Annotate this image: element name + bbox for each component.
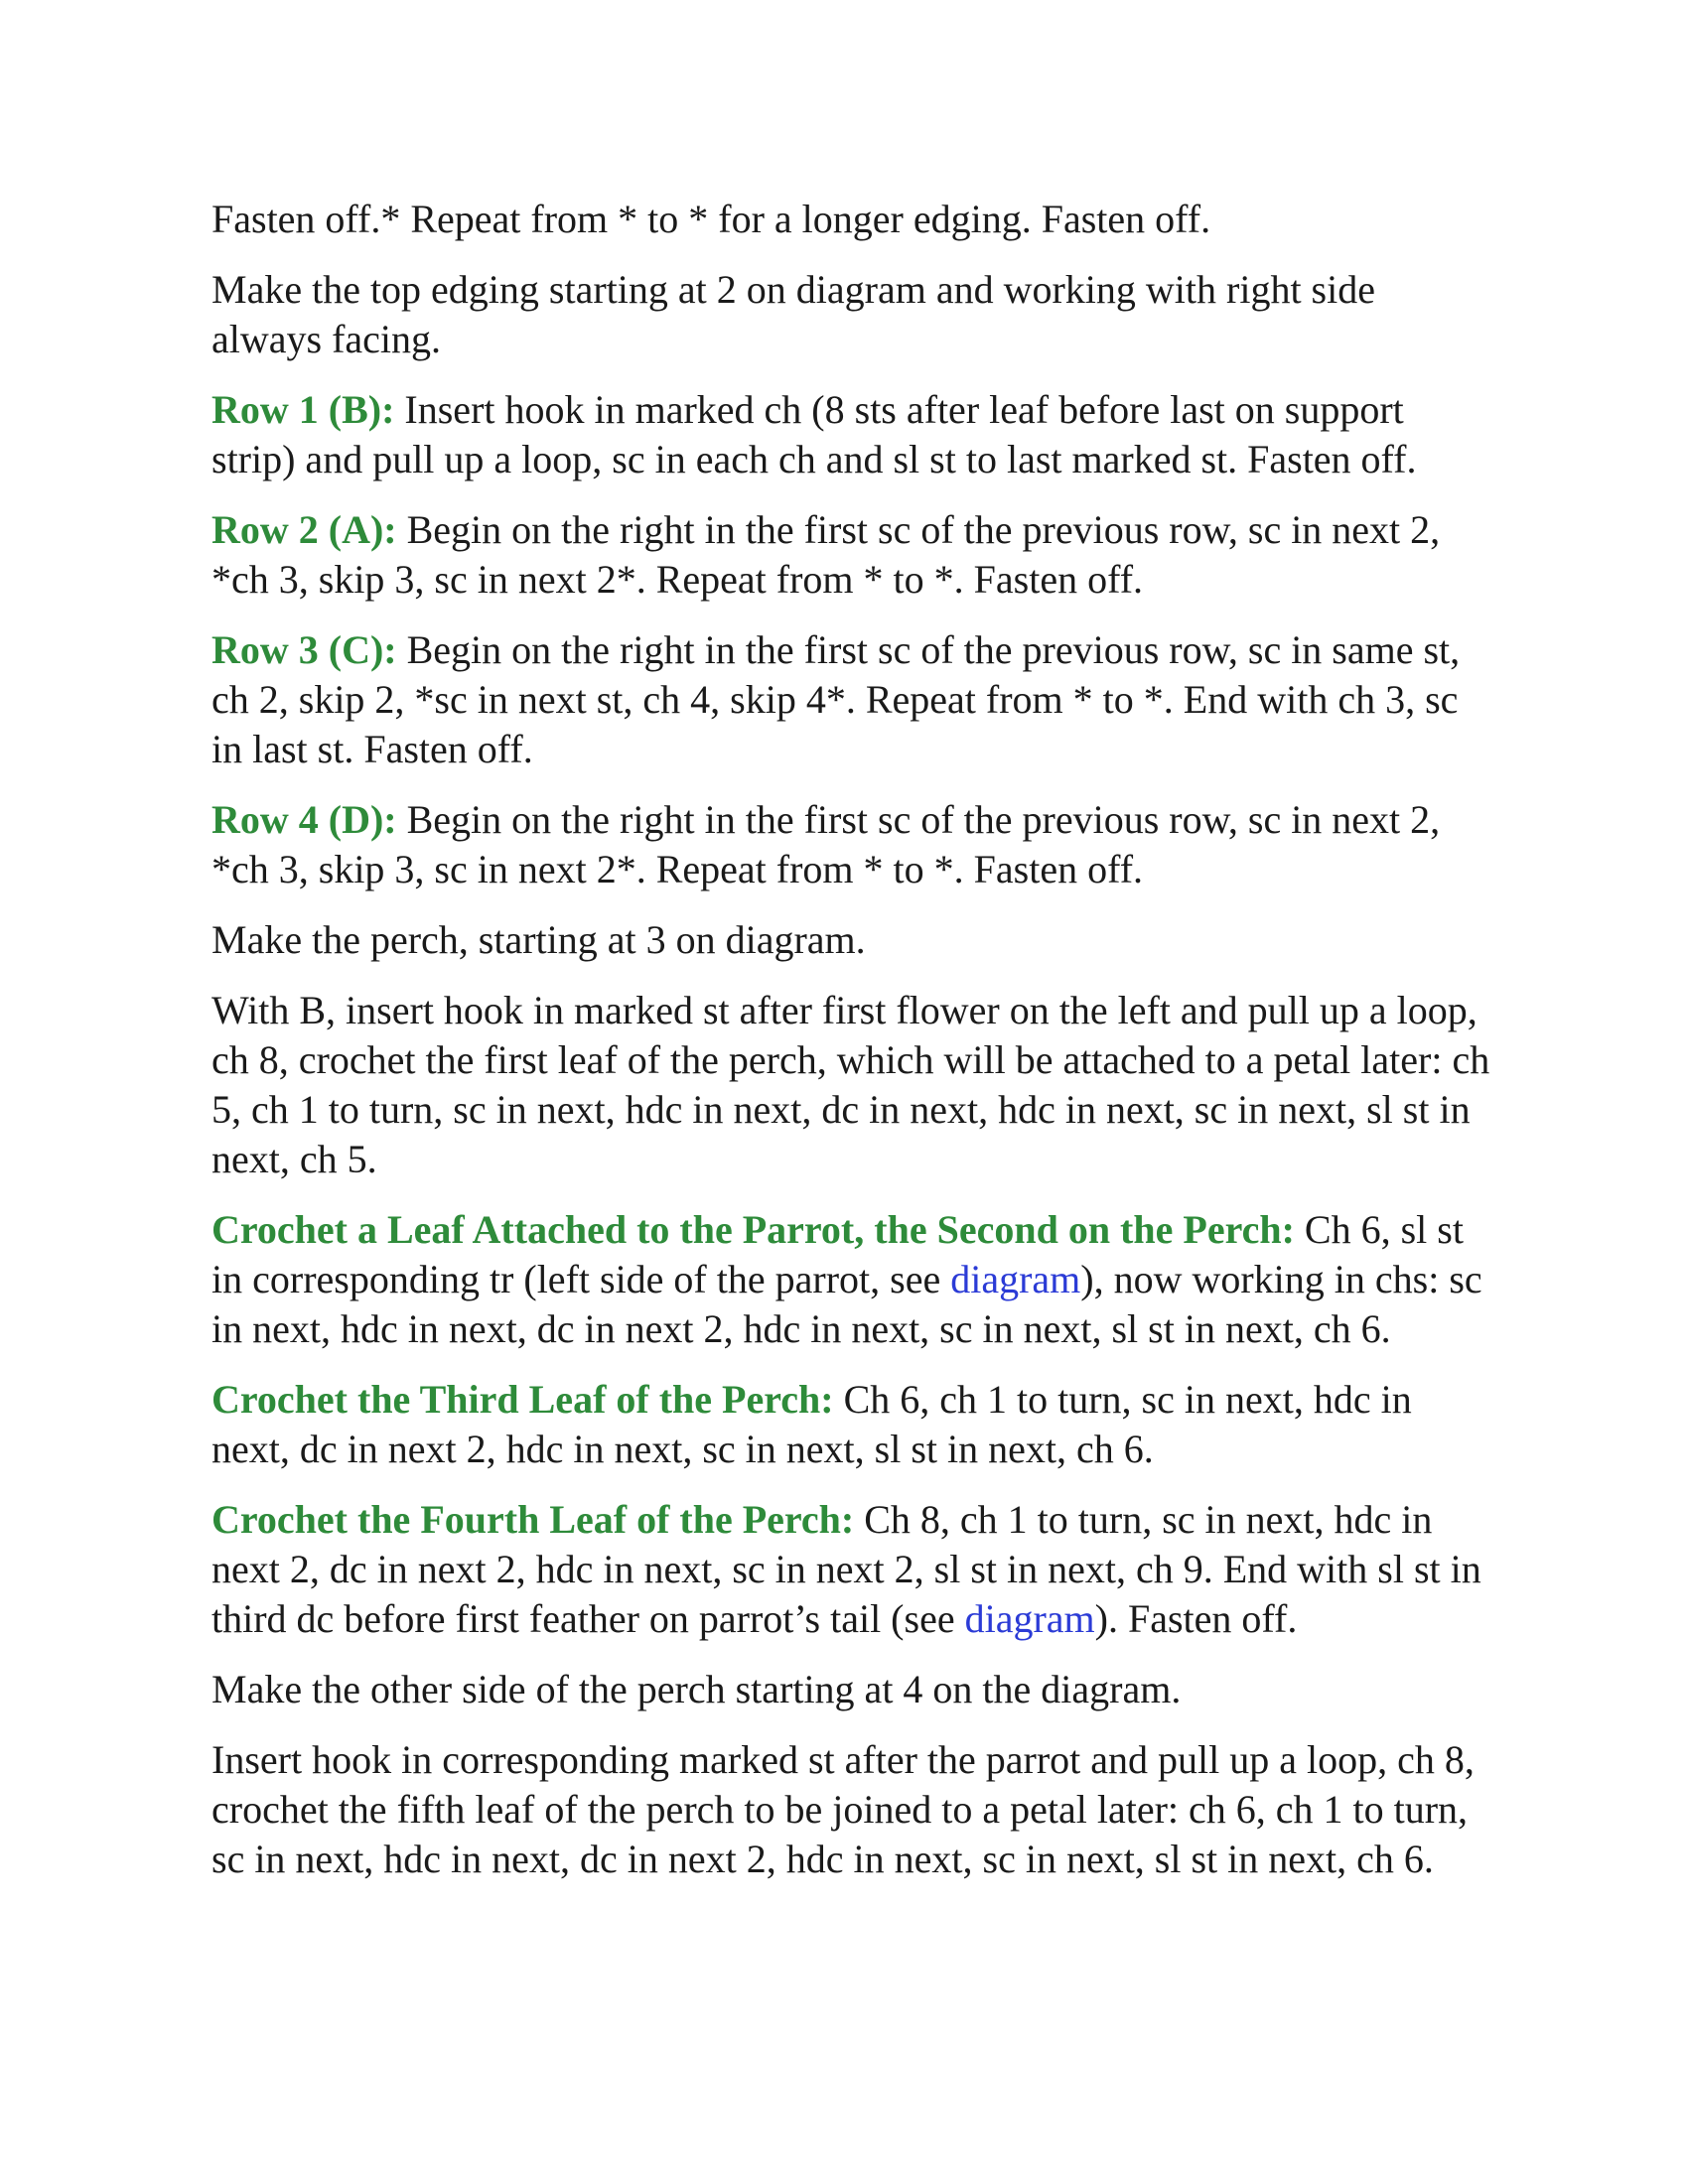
paragraph-text-after: ), now working in chs: sc in next, hdc in next, dc in next 2, hdc in next, sc in next, sl st in next, ch 6. (211, 1257, 1482, 1351)
paragraph-text: Insert hook in marked ch (8 sts after leaf before last on support strip) and pull up a loop, sc in each ch and sl st to last marked st. Fasten off. (211, 387, 1417, 481)
paragraph-row-2 (211, 505, 1492, 605)
paragraph-other-side (211, 1665, 1492, 1714)
diagram-link[interactable]: diagram (950, 1257, 1081, 1301)
row-label: Row 2 (A): (211, 507, 397, 552)
paragraph-row-3 (211, 625, 1492, 774)
paragraph-fourth-leaf (211, 1495, 1492, 1644)
paragraph-text: Insert hook in corresponding marked st after the parrot and pull up a loop, ch 8, crochet the fifth leaf of the perch to be joined to a petal later: ch 6, ch 1 to turn, sc in next, hdc in next, dc in next 2, hdc in next, sc in next, sl st in next, ch 6. (211, 1737, 1475, 1881)
paragraph-text: Ch 8, ch 1 to turn, sc in next, hdc in next 2, dc in next 2, hdc in next, sc in next 2, sl st in next, ch 9. End with sl st in third dc before first feather on parrot’s tail (see (211, 1497, 1481, 1641)
row-label: Row 1 (B): (211, 387, 395, 432)
paragraph-row-4 (211, 795, 1492, 894)
paragraph-text: Make the other side of the perch starting at 4 on the diagram. (211, 1667, 1182, 1711)
section-label: Crochet the Third Leaf of the Perch: (211, 1377, 834, 1422)
paragraph-text-after: ). Fasten off. (1094, 1596, 1298, 1641)
diagram-link[interactable]: diagram (964, 1596, 1095, 1641)
paragraph-text: Begin on the right in the first sc of the previous row, sc in next 2, *ch 3, skip 3, sc in next 2*. Repeat from * to *. Fasten off. (211, 797, 1441, 891)
row-label: Row 3 (C): (211, 627, 397, 672)
paragraph-text: Make the perch, starting at 3 on diagram. (211, 917, 866, 962)
paragraph-perch-intro (211, 915, 1492, 965)
paragraph-row-1 (211, 385, 1492, 484)
section-label: Crochet the Fourth Leaf of the Perch: (211, 1497, 855, 1542)
paragraph-1 (211, 195, 1492, 244)
document-page (211, 195, 1492, 1905)
paragraph-second-leaf (211, 1205, 1492, 1354)
paragraph-perch-first-leaf (211, 986, 1492, 1184)
paragraph-fifth-leaf (211, 1735, 1492, 1884)
paragraph-text: Fasten off.* Repeat from * to * for a longer edging. Fasten off. (211, 197, 1211, 241)
paragraph-text: Make the top edging starting at 2 on diagram and working with right side always facing. (211, 267, 1375, 361)
paragraph-2 (211, 265, 1492, 364)
paragraph-third-leaf (211, 1375, 1492, 1474)
section-label: Crochet a Leaf Attached to the Parrot, the Second on the Perch: (211, 1207, 1295, 1252)
paragraph-text: With B, insert hook in marked st after first flower on the left and pull up a loop, ch 8, crochet the first leaf of the perch, which will be attached to a petal later: ch 5, ch 1 to turn, sc in next, hdc in next, dc in next, hdc in next, sc in next, sl st in next, ch 5. (211, 988, 1490, 1181)
paragraph-text: Begin on the right in the first sc of the previous row, sc in same st, ch 2, skip 2, *sc in next st, ch 4, skip 4*. Repeat from * to *. End with ch 3, sc in last st. Fasten off. (211, 627, 1461, 771)
paragraph-text: Ch 6, sl st in corresponding tr (left side of the parrot, see (211, 1207, 1464, 1301)
paragraph-text: Ch 6, ch 1 to turn, sc in next, hdc in next, dc in next 2, hdc in next, sc in next, sl st in next, ch 6. (211, 1377, 1412, 1471)
row-label: Row 4 (D): (211, 797, 397, 842)
paragraph-text: Begin on the right in the first sc of the previous row, sc in next 2, *ch 3, skip 3, sc in next 2*. Repeat from * to *. Fasten off. (211, 507, 1441, 602)
